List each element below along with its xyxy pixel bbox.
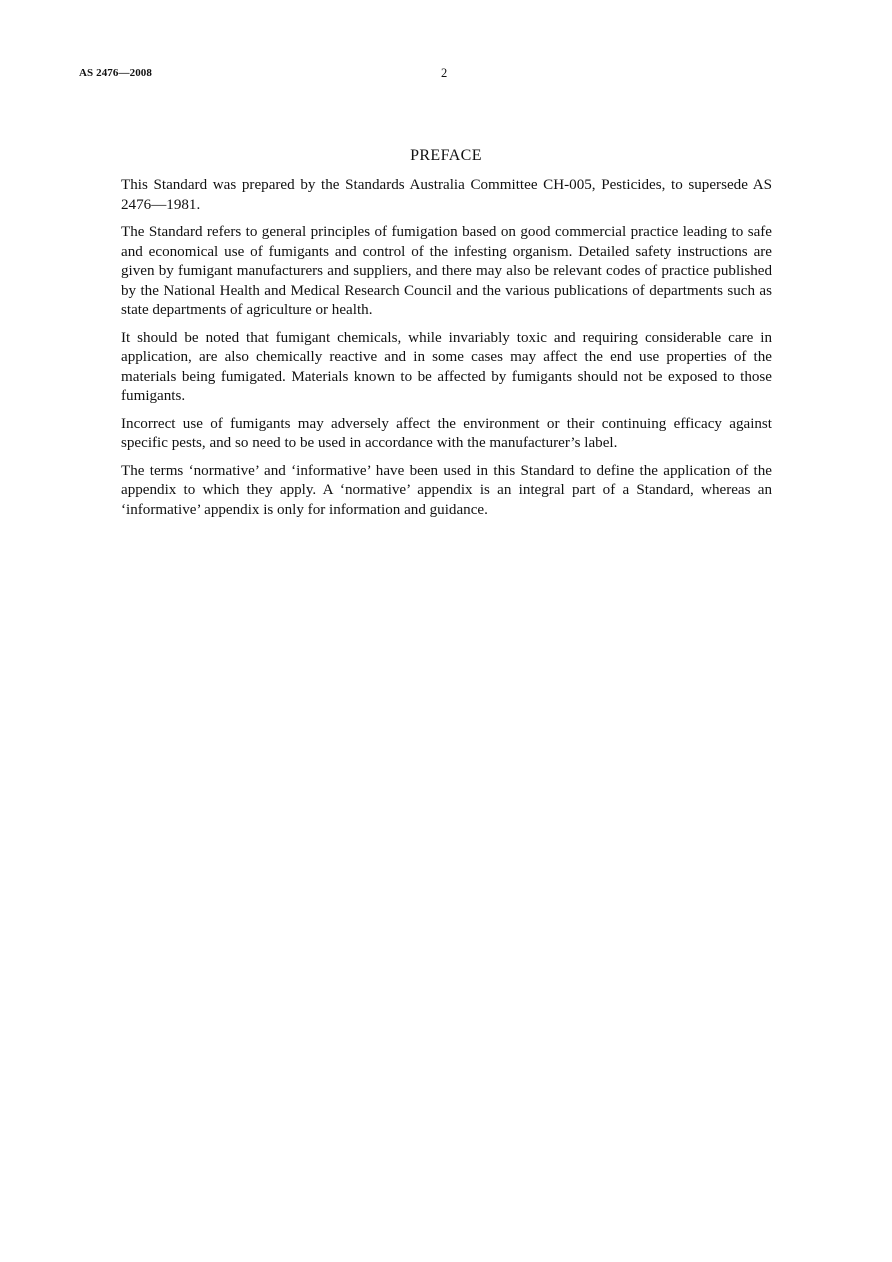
preface-paragraph: It should be noted that fumigant chemicals, while invariably toxic and requiring considerable care in application, are also chemically reactive and in some cases may affect the end use properties of the materials being fumigated. Materials known to be affected by fumigants should not be exposed to those fumigants. (121, 329, 772, 404)
preface-paragraph: The Standard refers to general principles of fumigation based on good commercial practice leading to safe and economical use of fumigants and control of the infesting organism. Detailed safety instructions are given by fumigant manufacturers and suppliers, and there may also be relevant codes of practice published by the National Health and Medical Research Council and the various publications of departments such as state departments of agriculture or health. (121, 224, 772, 318)
document-id: AS 2476—2008 (79, 67, 153, 79)
page-number: 2 (441, 66, 448, 80)
preface-paragraph: Incorrect use of fumigants may adversely affect the environment or their continuing efficacy against specific pests, and so need to be used in accordance with the manufacturer’s label. (121, 415, 772, 451)
preface-body (121, 176, 772, 528)
preface-paragraph: This Standard was prepared by the Standards Australia Committee CH-005, Pesticides, to supersede AS 2476—1981. (121, 177, 772, 213)
preface-paragraph: The terms ‘normative’ and ‘informative’ have been used in this Standard to define the application of the appendix to which they apply. A ‘normative’ appendix is an integral part of a Standard, whereas an ‘informative’ appendix is only for information and guidance. (121, 462, 772, 518)
preface-title: PREFACE (410, 147, 482, 164)
